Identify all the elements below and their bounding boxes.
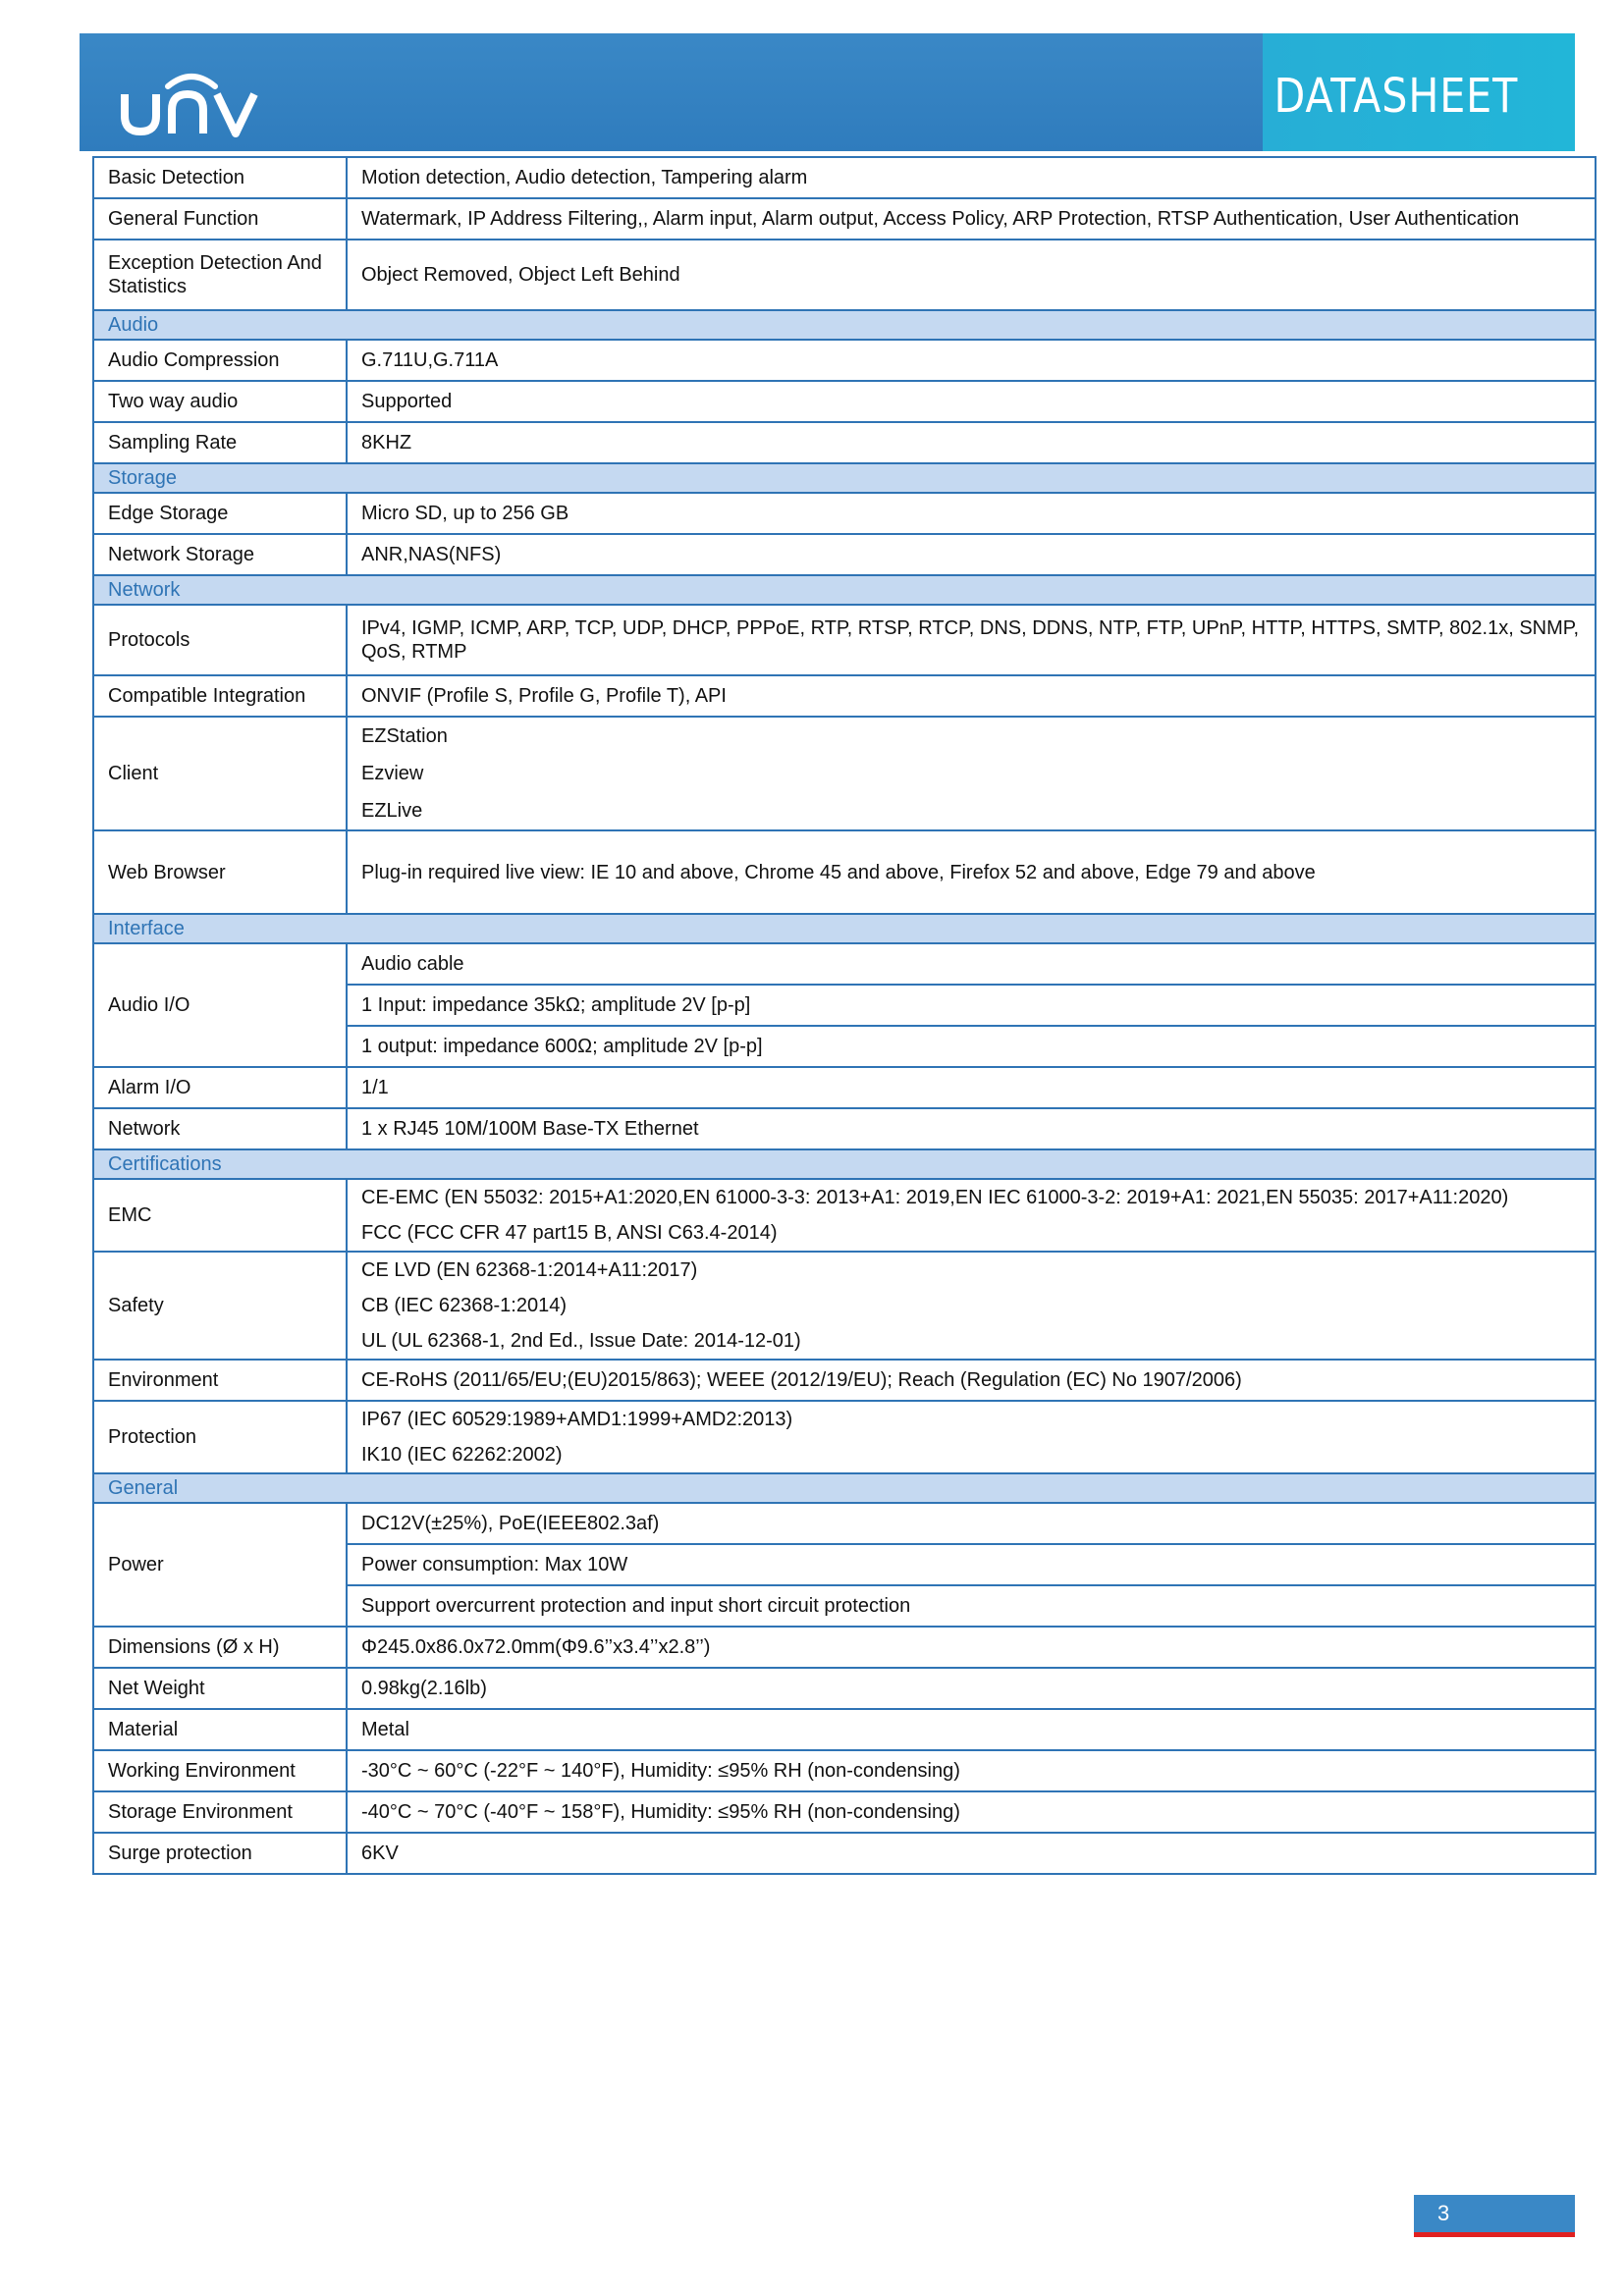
doc-type-label: DATASHEET — [1273, 69, 1518, 124]
header-banner — [80, 33, 1575, 151]
spec-value — [347, 1252, 1596, 1360]
spec-value: 0.98kg(2.16lb) — [347, 1668, 1596, 1709]
spec-value: IPv4, IGMP, ICMP, ARP, TCP, UDP, DHCP, PPPoE, RTP, RTSP, RTCP, DNS, DDNS, NTP, FTP, UPnP, HTTP, HTTPS, SMTP, 802.1x, SNMP, QoS, RTMP — [347, 605, 1596, 675]
spec-value — [347, 1179, 1596, 1252]
spec-label: Edge Storage — [93, 493, 347, 534]
table-row — [93, 157, 1596, 198]
spec-value: ONVIF (Profile S, Profile G, Profile T), API — [347, 675, 1596, 717]
section-heading: Interface — [93, 914, 1596, 943]
spec-value: 1 Input: impedance 35kΩ; amplitude 2V [p-p] — [347, 985, 1596, 1026]
table-row — [93, 943, 1596, 985]
protection-item: IK10 (IEC 62262:2002) — [361, 1444, 563, 1466]
spec-label: EMC — [93, 1179, 347, 1252]
spec-label: Web Browser — [93, 830, 347, 914]
spec-value: Φ245.0x86.0x72.0mm(Φ9.6’’x3.4’’x2.8’’) — [347, 1627, 1596, 1668]
spec-label: Surge protection — [93, 1833, 347, 1874]
spec-label: Protection — [93, 1401, 347, 1473]
spec-label: Compatible Integration — [93, 675, 347, 717]
spec-label: Alarm I/O — [93, 1067, 347, 1108]
section-row-general — [93, 1473, 1596, 1503]
safety-item: CE LVD (EN 62368-1:2014+A11:2017) — [361, 1259, 698, 1281]
spec-value: G.711U,G.711A — [347, 340, 1596, 381]
client-item: EZLive — [361, 800, 423, 822]
spec-value: 1/1 — [347, 1067, 1596, 1108]
section-heading: Storage — [93, 463, 1596, 493]
spec-label: Dimensions (Ø x H) — [93, 1627, 347, 1668]
spec-value: Micro SD, up to 256 GB — [347, 493, 1596, 534]
table-row — [93, 1668, 1596, 1709]
spec-value: 1 output: impedance 600Ω; amplitude 2V [p-p] — [347, 1026, 1596, 1067]
page-number: 3 — [1414, 2195, 1575, 2232]
spec-value: Support overcurrent protection and input short circuit protection — [347, 1585, 1596, 1627]
section-row-audio — [93, 310, 1596, 340]
spec-label: Sampling Rate — [93, 422, 347, 463]
table-row — [93, 534, 1596, 575]
spec-label: Audio Compression — [93, 340, 347, 381]
table-row — [93, 422, 1596, 463]
table-row — [93, 1833, 1596, 1874]
spec-value: 8KHZ — [347, 422, 1596, 463]
table-row — [93, 1750, 1596, 1791]
table-row — [93, 1360, 1596, 1401]
spec-value: Watermark, IP Address Filtering,, Alarm input, Alarm output, Access Policy, ARP Protection, RTSP Authentication, User Authentication — [347, 198, 1596, 240]
section-heading: General — [93, 1473, 1596, 1503]
safety-item: UL (UL 62368-1, 2nd Ed., Issue Date: 2014-12-01) — [361, 1330, 801, 1352]
spec-table — [92, 156, 1597, 1875]
spec-label: Exception Detection And Statistics — [93, 240, 347, 310]
table-row — [93, 493, 1596, 534]
spec-value: -40°C ~ 70°C (-40°F ~ 158°F), Humidity: ≤95% RH (non-condensing) — [347, 1791, 1596, 1833]
section-row-interface — [93, 914, 1596, 943]
spec-value: Audio cable — [347, 943, 1596, 985]
table-row — [93, 198, 1596, 240]
spec-label: Storage Environment — [93, 1791, 347, 1833]
table-row — [93, 381, 1596, 422]
spec-label: Protocols — [93, 605, 347, 675]
table-row — [93, 1252, 1596, 1360]
spec-value: -30°C ~ 60°C (-22°F ~ 140°F), Humidity: ≤95% RH (non-condensing) — [347, 1750, 1596, 1791]
table-row — [93, 1503, 1596, 1544]
section-heading: Audio — [93, 310, 1596, 340]
page-number-underline — [1414, 2232, 1575, 2237]
table-row — [93, 675, 1596, 717]
spec-label: Power — [93, 1503, 347, 1627]
section-heading: Network — [93, 575, 1596, 605]
table-row — [93, 1108, 1596, 1149]
spec-label: Two way audio — [93, 381, 347, 422]
spec-label: Audio I/O — [93, 943, 347, 1067]
spec-value — [347, 1401, 1596, 1473]
table-row — [93, 1627, 1596, 1668]
client-item: EZStation — [361, 725, 448, 747]
spec-value: Plug-in required live view: IE 10 and above, Chrome 45 and above, Firefox 52 and above, Edge 79 and above — [347, 830, 1596, 914]
spec-value: CE-RoHS (2011/65/EU;(EU)2015/863); WEEE (2012/19/EU); Reach (Regulation (EC) No 1907/2006) — [347, 1360, 1596, 1401]
spec-label: General Function — [93, 198, 347, 240]
spec-value: Supported — [347, 381, 1596, 422]
table-row — [93, 605, 1596, 675]
table-row — [93, 1401, 1596, 1473]
spec-value: Motion detection, Audio detection, Tampering alarm — [347, 157, 1596, 198]
unv-logo — [117, 61, 264, 139]
protection-item: IP67 (IEC 60529:1989+AMD1:1999+AMD2:2013) — [361, 1409, 793, 1430]
spec-value: ANR,NAS(NFS) — [347, 534, 1596, 575]
safety-item: CB (IEC 62368-1:2014) — [361, 1295, 568, 1316]
table-row — [93, 1709, 1596, 1750]
spec-label: Client — [93, 717, 347, 830]
table-row — [93, 717, 1596, 830]
section-heading: Certifications — [93, 1149, 1596, 1179]
section-row-storage — [93, 463, 1596, 493]
spec-value: 1 x RJ45 10M/100M Base-TX Ethernet — [347, 1108, 1596, 1149]
section-row-certifications — [93, 1149, 1596, 1179]
spec-label: Basic Detection — [93, 157, 347, 198]
spec-label: Material — [93, 1709, 347, 1750]
spec-label: Safety — [93, 1252, 347, 1360]
table-row — [93, 340, 1596, 381]
unv-logo-icon — [117, 61, 264, 139]
spec-label: Environment — [93, 1360, 347, 1401]
spec-value: 6KV — [347, 1833, 1596, 1874]
client-item: Ezview — [361, 763, 424, 784]
table-row — [93, 1179, 1596, 1252]
table-row — [93, 240, 1596, 310]
section-row-network — [93, 575, 1596, 605]
spec-value: Power consumption: Max 10W — [347, 1544, 1596, 1585]
table-row — [93, 1067, 1596, 1108]
spec-value: Metal — [347, 1709, 1596, 1750]
emc-item: CE-EMC (EN 55032: 2015+A1:2020,EN 61000-3-3: 2013+A1: 2019,EN IEC 61000-3-2: 2019+A1: 2021,EN 55035: 2017+A11:2020) — [361, 1187, 1509, 1208]
spec-label: Working Environment — [93, 1750, 347, 1791]
spec-value: DC12V(±25%), PoE(IEEE802.3af) — [347, 1503, 1596, 1544]
spec-label: Network — [93, 1108, 347, 1149]
spec-label: Network Storage — [93, 534, 347, 575]
emc-item: FCC (FCC CFR 47 part15 B, ANSI C63.4-2014) — [361, 1222, 778, 1244]
spec-label: Net Weight — [93, 1668, 347, 1709]
spec-value — [347, 717, 1596, 830]
table-row — [93, 1791, 1596, 1833]
spec-value: Object Removed, Object Left Behind — [347, 240, 1596, 310]
table-row — [93, 830, 1596, 914]
